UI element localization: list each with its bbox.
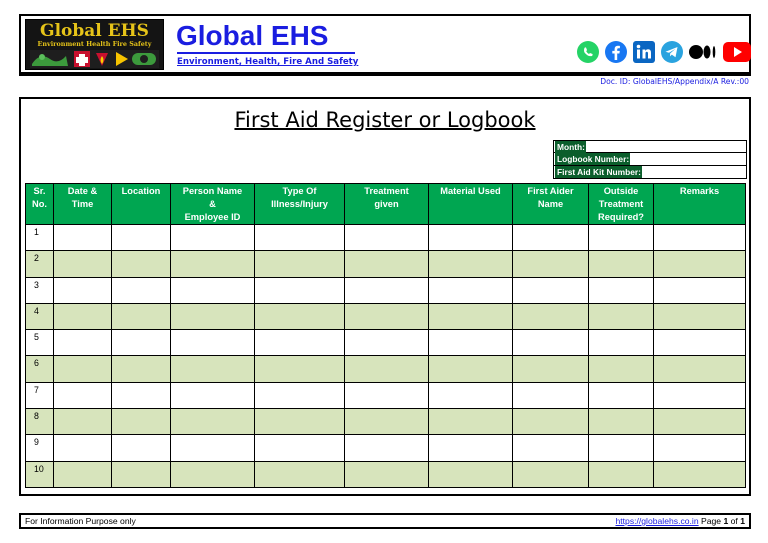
column-header-line: Remarks: [679, 186, 720, 196]
entry-cell[interactable]: [255, 303, 345, 329]
column-header: [255, 184, 345, 225]
column-header: [112, 184, 171, 225]
entry-cell[interactable]: [654, 461, 746, 487]
entry-cell[interactable]: [513, 225, 589, 251]
serial-number-cell: 5: [26, 330, 54, 356]
entry-cell[interactable]: [429, 356, 513, 382]
entry-cell[interactable]: [112, 409, 171, 435]
serial-number-cell: 8: [26, 409, 54, 435]
serial-number-cell: 7: [26, 382, 54, 408]
document-id: Doc. ID: GlobalEHS/Appendix/A Rev.:00: [600, 77, 749, 86]
entry-cell[interactable]: [513, 277, 589, 303]
entry-cell[interactable]: [589, 435, 654, 461]
logbook-number-label: Logbook Number:: [557, 154, 630, 164]
entry-cell[interactable]: [513, 356, 589, 382]
entry-cell[interactable]: [171, 409, 255, 435]
logo-text: Global EHS: [40, 21, 149, 41]
entry-cell[interactable]: [345, 435, 429, 461]
column-header: [429, 184, 513, 225]
column-header-line: Treatment: [364, 186, 409, 196]
column-header-line: Illness/Injury: [271, 199, 328, 209]
social-links: [576, 40, 752, 64]
entry-cell[interactable]: [513, 330, 589, 356]
month-field[interactable]: [553, 140, 747, 153]
entry-cell[interactable]: [171, 277, 255, 303]
entry-cell[interactable]: [345, 330, 429, 356]
logbook-frame: [19, 97, 751, 496]
entry-cell[interactable]: [171, 251, 255, 277]
column-header-line: given: [374, 199, 399, 209]
entry-cell[interactable]: [255, 277, 345, 303]
document-title-wrap: [21, 107, 749, 133]
entry-cell[interactable]: [112, 225, 171, 251]
page-of: of: [728, 516, 741, 526]
brand-subtitle: Environment, Health, Fire And Safety: [177, 57, 359, 67]
entry-cell[interactable]: [112, 435, 171, 461]
entry-cell[interactable]: [654, 277, 746, 303]
whatsapp-icon[interactable]: [576, 40, 600, 64]
logbook-number-field[interactable]: [553, 153, 747, 166]
global-ehs-logo: [25, 19, 164, 70]
entry-cell[interactable]: [345, 382, 429, 408]
entry-cell[interactable]: [345, 225, 429, 251]
column-header: [345, 184, 429, 225]
serial-number-cell: 6: [26, 356, 54, 382]
entry-cell[interactable]: [345, 251, 429, 277]
entry-cell[interactable]: [54, 225, 112, 251]
table-row: [26, 277, 746, 303]
entry-cell[interactable]: [513, 303, 589, 329]
table-row: [26, 461, 746, 487]
entry-cell[interactable]: [654, 303, 746, 329]
entry-cell[interactable]: [255, 461, 345, 487]
entry-cell[interactable]: [654, 225, 746, 251]
entry-cell[interactable]: [171, 435, 255, 461]
table-body: [26, 225, 746, 488]
entry-cell[interactable]: [513, 461, 589, 487]
entry-cell[interactable]: [589, 461, 654, 487]
first-aid-kit-number-label: First Aid Kit Number:: [557, 167, 641, 177]
column-header-line: No.: [32, 199, 47, 209]
column-header-line: Time: [71, 199, 94, 209]
serial-number-cell: 3: [26, 277, 54, 303]
page-current: 1: [723, 516, 729, 526]
table-row: [26, 251, 746, 277]
column-header-line: Location: [121, 186, 161, 196]
brand-title-underline: [177, 52, 355, 54]
entry-cell[interactable]: [429, 251, 513, 277]
entry-cell[interactable]: [112, 251, 171, 277]
entry-cell[interactable]: [112, 277, 171, 303]
entry-cell[interactable]: [429, 303, 513, 329]
entry-cell[interactable]: [513, 409, 589, 435]
entry-cell[interactable]: [171, 330, 255, 356]
entry-cell[interactable]: [589, 382, 654, 408]
entry-cell[interactable]: [54, 277, 112, 303]
table-row: [26, 225, 746, 251]
entry-cell[interactable]: [171, 225, 255, 251]
entry-cell[interactable]: [589, 277, 654, 303]
footer-bar: [19, 513, 751, 529]
entry-cell[interactable]: [171, 356, 255, 382]
entry-cell[interactable]: [345, 277, 429, 303]
serial-number-cell: 9: [26, 435, 54, 461]
entry-cell[interactable]: [589, 330, 654, 356]
entry-cell[interactable]: [429, 435, 513, 461]
column-header-line: &: [209, 199, 216, 209]
column-header: [654, 184, 746, 225]
entry-cell[interactable]: [589, 251, 654, 277]
entry-cell[interactable]: [654, 251, 746, 277]
entry-cell[interactable]: [654, 382, 746, 408]
column-header-line: Treatment: [598, 199, 644, 209]
entry-cell[interactable]: [429, 225, 513, 251]
page-prefix: Page: [698, 516, 724, 526]
column-header: [589, 184, 654, 225]
entry-cell[interactable]: [255, 382, 345, 408]
table-row: [26, 382, 746, 408]
entry-cell[interactable]: [589, 225, 654, 251]
entry-cell[interactable]: [513, 435, 589, 461]
entry-cell[interactable]: [54, 435, 112, 461]
header-bar: [19, 14, 751, 74]
logo-subtext: Environment Health Fire Safety: [37, 40, 152, 48]
entry-cell[interactable]: [513, 382, 589, 408]
website-link[interactable]: https://globalehs.co.in: [615, 516, 699, 526]
column-header: [26, 184, 54, 225]
serial-number-cell: 1: [26, 225, 54, 251]
entry-cell[interactable]: [513, 251, 589, 277]
entry-cell[interactable]: [429, 382, 513, 408]
entry-cell[interactable]: [255, 330, 345, 356]
month-label: Month:: [557, 142, 585, 152]
entry-cell[interactable]: [54, 409, 112, 435]
column-header: [54, 184, 112, 225]
table-row: [26, 435, 746, 461]
first-aid-log-table: [25, 183, 746, 488]
column-header-line: Sr.: [33, 186, 46, 196]
entry-cell[interactable]: [112, 356, 171, 382]
entry-cell[interactable]: [255, 356, 345, 382]
entry-cell[interactable]: [54, 251, 112, 277]
entry-cell[interactable]: [171, 461, 255, 487]
entry-cell[interactable]: [171, 303, 255, 329]
telegram-icon[interactable]: [660, 40, 684, 64]
table-row: [26, 409, 746, 435]
entry-cell[interactable]: [589, 303, 654, 329]
column-header-line: Name: [537, 199, 564, 209]
serial-number-cell: 2: [26, 251, 54, 277]
footer-right: [615, 516, 745, 527]
entry-cell[interactable]: [112, 461, 171, 487]
table-row: [26, 330, 746, 356]
entry-cell[interactable]: [345, 303, 429, 329]
table-header-row: [26, 184, 746, 225]
first-aid-kit-number-field[interactable]: [553, 166, 747, 179]
entry-cell[interactable]: [54, 303, 112, 329]
document-title: First Aid Register or Logbook: [234, 108, 536, 132]
entry-cell[interactable]: [171, 382, 255, 408]
entry-cell[interactable]: [112, 382, 171, 408]
header-divider: [19, 74, 751, 76]
youtube-icon[interactable]: [722, 40, 752, 64]
column-header-line: Person Name: [182, 186, 243, 196]
column-header: [513, 184, 589, 225]
entry-cell[interactable]: [54, 382, 112, 408]
linkedin-icon[interactable]: [632, 40, 656, 64]
entry-cell[interactable]: [255, 409, 345, 435]
entry-cell[interactable]: [255, 251, 345, 277]
entry-cell[interactable]: [112, 303, 171, 329]
entry-cell[interactable]: [654, 330, 746, 356]
logo-safety-symbols-icon: [30, 50, 159, 68]
entry-cell[interactable]: [54, 356, 112, 382]
page-total: 1: [740, 516, 745, 526]
entry-cell[interactable]: [429, 330, 513, 356]
entry-cell[interactable]: [345, 461, 429, 487]
table-row: [26, 303, 746, 329]
entry-cell[interactable]: [345, 409, 429, 435]
serial-number-cell: 10: [26, 461, 54, 487]
entry-cell[interactable]: [429, 409, 513, 435]
column-header-line: First Aider: [527, 186, 574, 196]
column-header-line: Type Of: [282, 186, 317, 196]
column-header-line: Employee ID: [184, 212, 241, 222]
entry-cell[interactable]: [589, 356, 654, 382]
entry-cell[interactable]: [429, 461, 513, 487]
serial-number-cell: 4: [26, 303, 54, 329]
brand-title: Global EHS: [176, 20, 329, 51]
entry-cell[interactable]: [429, 277, 513, 303]
column-header-line: Outside: [603, 186, 639, 196]
entry-cell[interactable]: [54, 461, 112, 487]
column-header-line: Date &: [67, 186, 98, 196]
entry-cell[interactable]: [589, 409, 654, 435]
column-header-line: Required?: [598, 212, 644, 222]
entry-cell[interactable]: [654, 356, 746, 382]
table-row: [26, 356, 746, 382]
entry-cell[interactable]: [654, 435, 746, 461]
entry-cell[interactable]: [345, 356, 429, 382]
column-header: [171, 184, 255, 225]
entry-cell[interactable]: [255, 435, 345, 461]
medium-icon[interactable]: [688, 40, 718, 64]
entry-cell[interactable]: [112, 330, 171, 356]
footer-disclaimer: For Information Purpose only: [25, 516, 136, 526]
logbook-info-fields: [553, 140, 747, 179]
entry-cell[interactable]: [255, 225, 345, 251]
column-header-line: Material Used: [440, 186, 501, 196]
facebook-icon[interactable]: [604, 40, 628, 64]
entry-cell[interactable]: [54, 330, 112, 356]
entry-cell[interactable]: [654, 409, 746, 435]
